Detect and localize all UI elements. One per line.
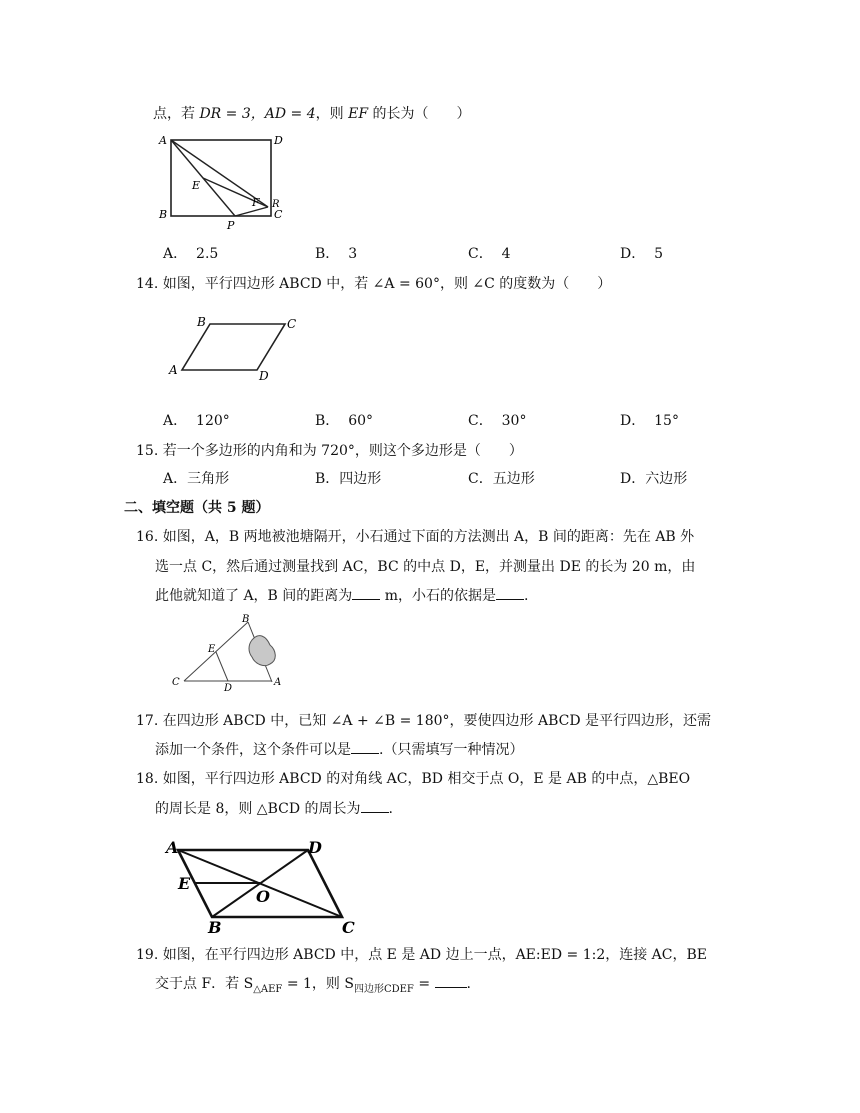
q15-number: 15. [136,443,159,459]
q15-option-c[interactable]: C．五边形 [468,471,535,487]
q14-label-d: D [259,369,269,383]
q18-blank[interactable] [361,800,389,813]
q14-option-a[interactable]: A． 120° [163,413,230,429]
q16-line3: 此他就知道了 A，B 间的距离为 m，小石的依据是 . [155,588,529,604]
q16-number: 16. [136,529,159,545]
q19-blank[interactable] [435,975,467,988]
q13-label-c: C [274,208,283,221]
q18-label-e: E [178,874,191,893]
q13-label-d: D [274,134,283,147]
q16-label-c: C [172,677,180,688]
q14-label-b: B [197,315,206,329]
section-title-fill-in: 二、填空题（共 5 题） [124,500,270,516]
q14-option-d[interactable]: D． 15° [620,413,679,429]
q18-label-c: C [342,918,355,935]
q14-figure [165,312,305,384]
q15-question [136,440,523,460]
q16-label-a: A [274,677,282,688]
q17-line1: 17. 在四边形 ABCD 中，已知 ∠A + ∠B = 180°，要使四边形 ABCD 是平行四边形，还需 [136,713,712,729]
q19-line1: 19. 如图，在平行四边形 ABCD 中，点 E 是 AD 边上一点，AE:ED = 1:2，连接 AC，BE [136,947,708,963]
q16-line1: 16. 如图，A，B 两地被池塘隔开，小石通过下面的方法测出 A，B 间的距离：先在 AB 外 [136,529,695,545]
q13-label-b: B [159,208,168,221]
q17-number: 17. [136,713,159,729]
q13-option-d[interactable]: D． 5 [620,246,664,262]
q14-option-c[interactable]: C． 30° [468,413,527,429]
q13-label-e: E [192,179,201,192]
q18-line2: 的周长是 8，则 △BCD 的周长为 . [155,801,393,817]
q18-figure [160,835,360,935]
q16-figure [160,612,295,692]
q14-number: 14. [136,276,159,292]
q18-label-b: B [208,918,222,935]
q14-text: 如图，平行四边形 ABCD 中，若 ∠A = 60°，则 ∠C 的度数为（ ） [162,276,612,292]
q18-number: 18. [136,771,159,787]
q14-question [136,273,611,293]
q17-line2: 添加一个条件，这个条件可以是 .（只需填写一种情况） [155,742,524,758]
q15-option-a[interactable]: A．三角形 [163,471,230,487]
q18-line1: 18. 如图，平行四边形 ABCD 的对角线 AC，BD 相交于点 O，E 是 AB 的中点，△BEO [136,771,691,787]
q16-blank-basis[interactable] [496,587,524,600]
q16-label-d: D [224,683,233,692]
q16-label-b: B [242,614,250,625]
q13-text: 点，若 DR = 3，AD = 4，则 EF 的长为（ ） [153,106,471,122]
q13-option-c[interactable]: C． 4 [468,246,511,262]
q19-line2: 交于点 F．若 $S_{\triangle AEF} = 1$，则 $S_{四边形CDEF}$ = . [155,976,471,995]
q16-label-e: E [208,644,216,655]
q16-blank-distance[interactable] [352,587,380,600]
q13-label-r: R [272,199,280,210]
q13-label-p: P [227,219,235,230]
q18-label-d: D [308,838,322,857]
q18-label-o: O [256,887,270,906]
q13-label-a: A [159,134,167,147]
q13-option-a[interactable]: A． 2.5 [163,246,219,262]
q15-text: 若一个多边形的内角和为 720°，则这个多边形是（ ） [162,443,523,459]
q15-option-b[interactable]: B．四边形 [315,471,382,487]
q15-option-d[interactable]: D．六边形 [620,471,688,487]
q17-blank[interactable] [351,741,379,754]
q14-option-b[interactable]: B． 60° [315,413,374,429]
q13-option-b[interactable]: B． 3 [315,246,358,262]
q18-label-a: A [166,838,179,857]
q13-label-f: F [252,196,260,209]
q16-line2: 选一点 C，然后通过测量找到 AC，BC 的中点 D，E，并测量出 DE 的长为 20 m，由 [155,559,696,575]
q13-figure [155,130,290,230]
q14-label-a: A [169,363,178,377]
q19-number: 19. [136,947,159,963]
q14-label-c: C [287,317,297,331]
